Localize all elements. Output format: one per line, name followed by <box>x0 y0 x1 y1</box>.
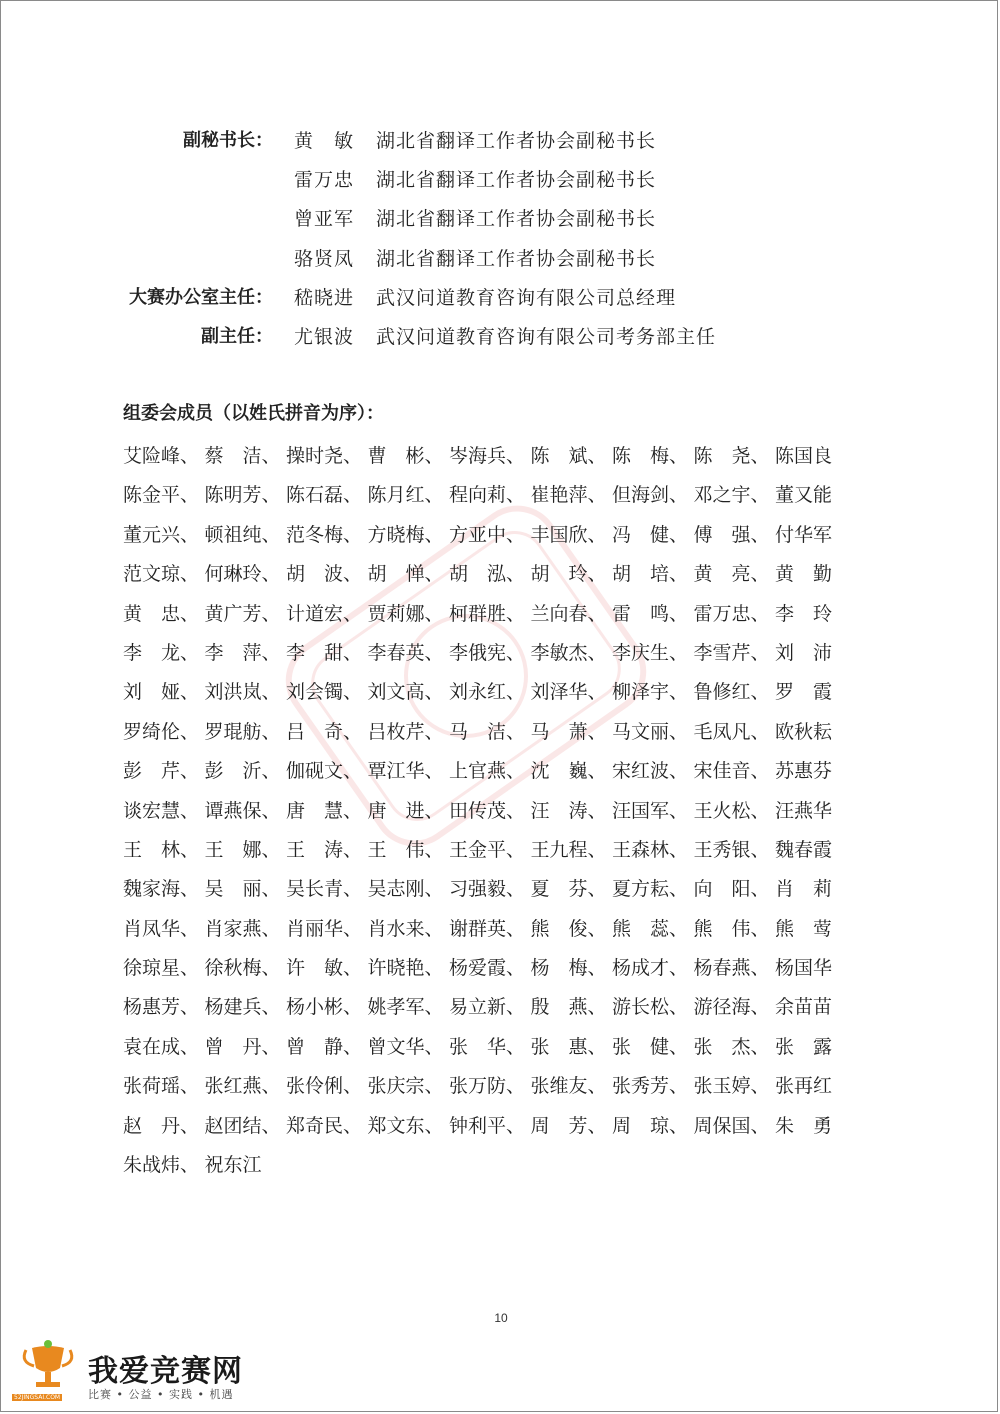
role-person-name: 曾亚军 <box>294 208 355 231</box>
member-name: 陈 尧、 <box>693 445 770 467</box>
member-name: 陈 斌、 <box>530 445 607 467</box>
member-name: 邓之宇、 <box>693 484 770 507</box>
member-name: 方亚中、 <box>449 523 526 546</box>
member-name: 杨小彬、 <box>286 996 363 1019</box>
member-name: 张万防、 <box>449 1075 526 1098</box>
member-name: 李雪芹、 <box>693 641 770 664</box>
member-name: 李俄宪、 <box>449 641 526 664</box>
role-person-name: 黄 敏 <box>294 130 355 152</box>
member-name: 方晓梅、 <box>367 523 444 546</box>
member-name: 张玉婷、 <box>693 1075 770 1098</box>
role-row <box>1 241 1000 277</box>
member-name: 宋佳音、 <box>693 760 770 783</box>
member-name: 吴 丽、 <box>204 878 281 901</box>
member-name: 唐 进、 <box>367 799 444 822</box>
member-name: 熊 蕊、 <box>612 917 689 940</box>
member-name: 陈 梅、 <box>612 445 689 467</box>
member-name: 田传茂、 <box>449 799 526 822</box>
member-name: 胡 泓、 <box>449 563 526 586</box>
member-name: 许晓艳、 <box>367 957 444 980</box>
member-name: 陈金平、 <box>123 484 200 507</box>
member-name: 黄 忠、 <box>123 602 200 625</box>
member-name: 丰国欣、 <box>530 523 607 546</box>
member-line <box>123 595 843 634</box>
member-name: 谭燕保、 <box>204 799 281 822</box>
member-name: 王森林、 <box>612 838 689 861</box>
role-row <box>1 162 1000 198</box>
member-name: 但海剑、 <box>612 484 689 507</box>
member-name: 蔡 洁、 <box>204 445 281 467</box>
member-name: 赵团结、 <box>204 1114 281 1137</box>
member-name: 张庆宗、 <box>367 1075 444 1098</box>
role-organization: 湖北省翻译工作者协会副秘书长 <box>376 169 657 192</box>
member-line <box>123 555 843 594</box>
member-name: 付华军 <box>775 523 833 546</box>
member-name: 王九程、 <box>530 838 607 861</box>
member-name: 黄 亮、 <box>693 563 770 586</box>
member-name: 周 芳、 <box>530 1114 607 1137</box>
role-person-name: 雷万忠 <box>294 169 355 192</box>
member-line <box>123 516 843 555</box>
member-name: 张 杰、 <box>693 1035 770 1058</box>
role-row <box>1 123 1000 159</box>
member-name: 雷 鸣、 <box>612 602 689 625</box>
member-name: 魏家海、 <box>123 878 200 901</box>
member-name: 李 玲 <box>775 602 833 625</box>
member-line <box>123 713 843 752</box>
member-name: 汪 涛、 <box>530 799 607 822</box>
members-heading: 组委会成员（以姓氏拼音为序）： <box>123 403 384 424</box>
member-name: 操时尧、 <box>286 445 363 467</box>
role-organization: 湖北省翻译工作者协会副秘书长 <box>376 208 657 231</box>
member-name: 余苗苗 <box>775 996 833 1019</box>
member-name: 游长松、 <box>612 996 689 1019</box>
member-name: 刘 沛 <box>775 641 833 664</box>
member-name: 李 龙、 <box>123 641 200 664</box>
member-name: 柯群胜、 <box>449 602 526 625</box>
member-line <box>123 792 843 831</box>
member-name: 熊 伟、 <box>693 917 770 940</box>
member-name: 徐秋梅、 <box>204 957 281 980</box>
member-name: 雷万忠、 <box>693 602 770 625</box>
member-name: 崔艳萍、 <box>530 484 607 507</box>
logo-domain: 52JINGSAI.COM <box>14 1394 61 1401</box>
member-name: 谈宏慧、 <box>123 799 200 822</box>
member-name: 朱战炜、 <box>123 1154 200 1177</box>
member-name: 曾文华、 <box>367 1035 444 1058</box>
role-title: 副主任： <box>201 326 273 347</box>
member-name: 陈国良 <box>775 445 833 467</box>
member-line <box>123 1107 843 1146</box>
member-name: 张 健、 <box>612 1035 689 1058</box>
member-name: 向 阳、 <box>693 878 770 901</box>
member-name: 苏惠芬 <box>775 760 833 783</box>
member-name: 覃江华、 <box>367 760 444 783</box>
member-name: 何琳玲、 <box>204 563 281 586</box>
member-name: 汪燕华 <box>775 799 833 822</box>
member-line <box>123 1146 843 1185</box>
member-name: 吕枚芹、 <box>367 720 444 743</box>
member-line <box>123 831 843 870</box>
member-name: 张维友、 <box>530 1075 607 1098</box>
member-name: 胡 玲、 <box>530 563 607 586</box>
member-name: 杨成才、 <box>612 957 689 980</box>
member-name: 肖水来、 <box>367 917 444 940</box>
member-name: 钟利平、 <box>449 1114 526 1137</box>
member-name: 罗绮伦、 <box>123 720 200 743</box>
member-line <box>123 1067 843 1106</box>
member-name: 胡 惮、 <box>367 563 444 586</box>
member-name: 宋红波、 <box>612 760 689 783</box>
member-name: 王 涛、 <box>286 838 363 861</box>
member-name: 刘泽华、 <box>530 681 607 704</box>
member-name: 傅 强、 <box>693 523 770 546</box>
member-name: 熊 莺 <box>775 917 833 940</box>
page-number: 10 <box>494 1311 508 1325</box>
member-name: 吕 奇、 <box>286 720 363 743</box>
member-name: 刘 娅、 <box>123 681 200 704</box>
member-name: 杨建兵、 <box>204 996 281 1019</box>
role-person-name: 嵇晓进 <box>294 286 355 309</box>
member-line <box>123 949 843 988</box>
member-name: 吴志刚、 <box>367 878 444 901</box>
member-name: 张 露 <box>775 1035 833 1058</box>
member-line <box>123 870 843 909</box>
members-list <box>123 437 843 1185</box>
member-name: 王秀银、 <box>693 838 770 861</box>
member-name: 魏春霞 <box>775 838 833 861</box>
member-name: 游径海、 <box>693 996 770 1019</box>
logo-title: 我爱竞赛网 <box>88 1354 243 1389</box>
member-name: 周保国、 <box>693 1114 770 1137</box>
role-row <box>1 280 1000 316</box>
member-name: 董又能 <box>775 484 833 507</box>
member-name: 李 萍、 <box>204 641 281 664</box>
member-line <box>123 437 843 476</box>
member-name: 张伶俐、 <box>286 1075 363 1098</box>
member-name: 黄 勤 <box>775 563 833 586</box>
member-name: 汪国军、 <box>612 799 689 822</box>
member-line <box>123 476 843 515</box>
member-name: 谢群英、 <box>449 917 526 940</box>
member-name: 杨国华 <box>775 957 833 980</box>
member-name: 张荷瑶、 <box>123 1075 200 1098</box>
member-name: 张再红 <box>775 1075 833 1098</box>
member-name: 肖家燕、 <box>204 917 281 940</box>
member-name: 陈石磊、 <box>286 484 363 507</box>
member-name: 杨 梅、 <box>530 957 607 980</box>
member-line <box>123 1028 843 1067</box>
member-name: 彭 沂、 <box>204 760 281 783</box>
member-name: 上官燕、 <box>449 760 526 783</box>
member-name: 姚孝军、 <box>367 996 444 1019</box>
member-name: 张秀芳、 <box>612 1075 689 1098</box>
trophy-icon <box>18 1340 78 1398</box>
member-name: 夏方耘、 <box>612 878 689 901</box>
member-name: 李 甜、 <box>286 641 363 664</box>
member-name: 计道宏、 <box>286 602 363 625</box>
member-line <box>123 910 843 949</box>
member-name: 肖凤华、 <box>123 917 200 940</box>
member-name: 肖丽华、 <box>286 917 363 940</box>
role-person-name: 尤银波 <box>294 326 355 348</box>
member-name: 杨惠芳、 <box>123 996 200 1019</box>
member-name: 罗 霞 <box>775 681 833 704</box>
member-name: 刘会镯、 <box>286 681 363 704</box>
member-name: 兰向春、 <box>530 602 607 625</box>
member-name: 董元兴、 <box>123 523 200 546</box>
member-name: 李敏杰、 <box>530 641 607 664</box>
member-name: 彭 芹、 <box>123 760 200 783</box>
member-name: 夏 芬、 <box>530 878 607 901</box>
member-name: 鲁修红、 <box>693 681 770 704</box>
member-name: 曹 彬、 <box>367 445 444 467</box>
member-name: 范文琼、 <box>123 563 200 586</box>
member-name: 马文丽、 <box>612 720 689 743</box>
member-name: 郑文东、 <box>367 1114 444 1137</box>
member-name: 艾险峰、 <box>123 445 200 467</box>
member-name: 袁在成、 <box>123 1035 200 1058</box>
member-name: 罗琨舫、 <box>204 720 281 743</box>
member-name: 朱 勇 <box>775 1114 833 1137</box>
member-name: 张红燕、 <box>204 1075 281 1098</box>
member-name: 祝东江 <box>204 1154 262 1177</box>
site-logo[interactable] <box>8 1336 268 1406</box>
role-organization: 湖北省翻译工作者协会副秘书长 <box>376 247 657 270</box>
member-name: 刘洪岚、 <box>204 681 281 704</box>
member-name: 周 琼、 <box>612 1114 689 1137</box>
member-name: 王金平、 <box>449 838 526 861</box>
member-name: 王 林、 <box>123 838 200 861</box>
role-title: 副秘书长： <box>183 130 273 151</box>
member-name: 熊 俊、 <box>530 917 607 940</box>
member-line <box>123 673 843 712</box>
member-name: 吴长青、 <box>286 878 363 901</box>
role-organization: 湖北省翻译工作者协会副秘书长 <box>376 130 657 152</box>
member-name: 李春英、 <box>367 641 444 664</box>
member-name: 张 惠、 <box>530 1035 607 1058</box>
member-name: 殷 燕、 <box>530 996 607 1019</box>
member-name: 陈明芳、 <box>204 484 281 507</box>
member-line <box>123 988 843 1027</box>
member-name: 胡 培、 <box>612 563 689 586</box>
member-name: 李庆生、 <box>612 641 689 664</box>
member-line <box>123 634 843 673</box>
member-name: 王 伟、 <box>367 838 444 861</box>
role-row <box>1 201 1000 237</box>
member-name: 顿祖纯、 <box>204 523 281 546</box>
member-name: 沈 巍、 <box>530 760 607 783</box>
member-name: 范冬梅、 <box>286 523 363 546</box>
member-name: 曾 静、 <box>286 1035 363 1058</box>
role-title: 大赛办公室主任： <box>129 286 273 308</box>
member-name: 杨春燕、 <box>693 957 770 980</box>
member-name: 冯 健、 <box>612 523 689 546</box>
member-name: 刘永红、 <box>449 681 526 704</box>
member-name: 王 娜、 <box>204 838 281 861</box>
member-name: 贾莉娜、 <box>367 602 444 625</box>
member-name: 毛凤凡、 <box>693 720 770 743</box>
member-name: 胡 波、 <box>286 563 363 586</box>
member-name: 习强毅、 <box>449 878 526 901</box>
member-name: 程向莉、 <box>449 484 526 507</box>
member-name: 岑海兵、 <box>449 445 526 467</box>
role-organization: 武汉问道教育咨询有限公司总经理 <box>376 286 677 309</box>
member-name: 黄广芳、 <box>204 602 281 625</box>
member-name: 欧秋耘 <box>775 720 833 743</box>
member-name: 柳泽宇、 <box>612 681 689 704</box>
member-name: 许 敏、 <box>286 957 363 980</box>
member-name: 陈月红、 <box>367 484 444 507</box>
member-name: 马 洁、 <box>449 720 526 743</box>
role-organization: 武汉问道教育咨询有限公司考务部主任 <box>376 326 717 348</box>
member-name: 肖 莉 <box>775 878 833 901</box>
logo-subtitle: 比赛 • 公益 • 实践 • 机遇 <box>88 1388 234 1401</box>
member-name: 徐琼星、 <box>123 957 200 980</box>
member-name: 郑奇民、 <box>286 1114 363 1137</box>
member-line <box>123 752 843 791</box>
member-name: 马 萧、 <box>530 720 607 743</box>
member-name: 易立新、 <box>449 996 526 1019</box>
member-name: 曾 丹、 <box>204 1035 281 1058</box>
member-name: 刘文高、 <box>367 681 444 704</box>
member-name: 王火松、 <box>693 799 770 822</box>
member-name: 唐 慧、 <box>286 799 363 822</box>
member-name: 伽砚文、 <box>286 760 363 783</box>
member-name: 赵 丹、 <box>123 1114 200 1137</box>
member-name: 杨爱霞、 <box>449 957 526 980</box>
role-person-name: 骆贤凤 <box>294 247 355 270</box>
member-name: 张 华、 <box>449 1035 526 1058</box>
role-row <box>1 319 1000 355</box>
